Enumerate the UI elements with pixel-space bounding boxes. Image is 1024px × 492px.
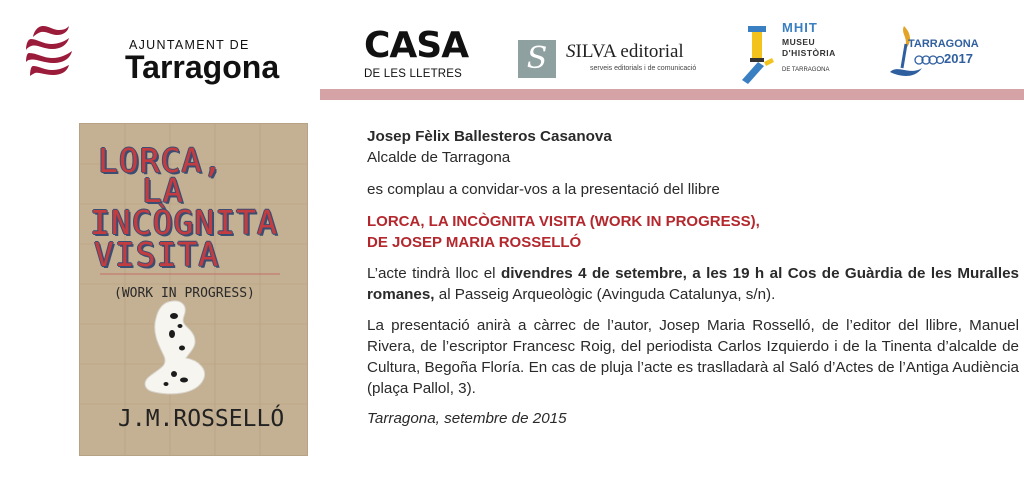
cover-author: J.M.ROSSELLÓ <box>118 406 285 432</box>
flame-icon <box>888 24 922 80</box>
silva-editorial-logo <box>518 38 698 82</box>
silva-tagline: serveis editorials i de comunicació <box>590 65 697 72</box>
ajuntament-emblem-icon <box>25 24 81 80</box>
cover-title-line1: LORCA, <box>98 141 224 180</box>
cover-title-line3: INCÒGNITA <box>90 203 278 242</box>
presenters: La presentació anirà a càrrec de l’autor, Josep Maria Rosselló, de l’editor del llibre, Manuel Rivera, de l’escriptor Francesc Roig, del periodista Carlos Izquierdo i de la Tinenta d’alcalde de Cultura, Begoña Floría. En cas de pluja l’acte es traslladarà al Saló d’Actes de l’Antiga Audiència (plaça Pallol, 3). <box>367 317 1019 397</box>
invitation-intro: es complau a convidar-vos a la presentació del llibre <box>367 181 720 198</box>
silva-mark-icon: S <box>518 40 556 78</box>
event-when-prefix: L’acte tindrà lloc el <box>367 265 501 282</box>
casa-subtitle: DE LES LLETRES <box>364 68 463 80</box>
event-where: al Passeig Arqueològic (Avinguda Catalunya, s/n). <box>434 286 776 303</box>
event-details <box>367 263 1019 305</box>
silva-initial: S <box>566 41 576 62</box>
tarragona-2017-logo <box>888 24 998 84</box>
mhit-column-icon <box>738 22 782 84</box>
host-name: Josep Fèlix Ballesteros Casanova <box>367 128 612 145</box>
ajuntament-line2: Tarragona <box>125 49 280 85</box>
casa-title: CASA <box>364 25 469 66</box>
paper-figure-icon <box>138 296 224 400</box>
cover-title-line2: LA <box>142 171 184 210</box>
book-title-line1: LORCA, LA INCÒGNITA VISITA (WORK IN PROGRESS), <box>367 213 760 230</box>
tarragona-2017-name: TARRAGONA <box>908 38 979 50</box>
place-date: Tarragona, setembre de 2015 <box>367 410 567 427</box>
book-cover <box>80 124 307 455</box>
cover-subtitle: (WORK IN PROGRESS) <box>114 286 255 301</box>
mhit-logo <box>738 18 838 84</box>
invitation-text <box>367 126 1019 429</box>
cover-title-line4: VISITA <box>94 235 220 274</box>
mhit-line3: DE TARRAGONA <box>782 67 830 73</box>
rings-icon <box>914 54 944 66</box>
silva-name <box>566 41 684 63</box>
silva-name-rest: ILVA editorial <box>575 41 684 62</box>
book-title-line2: DE JOSEP MARIA ROSSELLÓ <box>367 234 582 251</box>
mhit-line2: D'HISTÒRIA <box>782 48 836 58</box>
mhit-title: MHIT <box>782 20 818 35</box>
host-role: Alcalde de Tarragona <box>367 149 511 166</box>
mhit-line1: MUSEU <box>782 37 816 47</box>
tarragona-2017-year: 2017 <box>944 51 973 66</box>
ajuntament-line1: AJUNTAMENT DE <box>129 38 250 52</box>
ajuntament-logo <box>25 24 295 84</box>
casa-lletres-logo <box>364 25 469 86</box>
header-divider <box>320 89 1024 100</box>
event-when: divendres 4 de setembre, a les 19 h al Cos de Guàrdia de les Muralles romanes, <box>367 265 1020 303</box>
